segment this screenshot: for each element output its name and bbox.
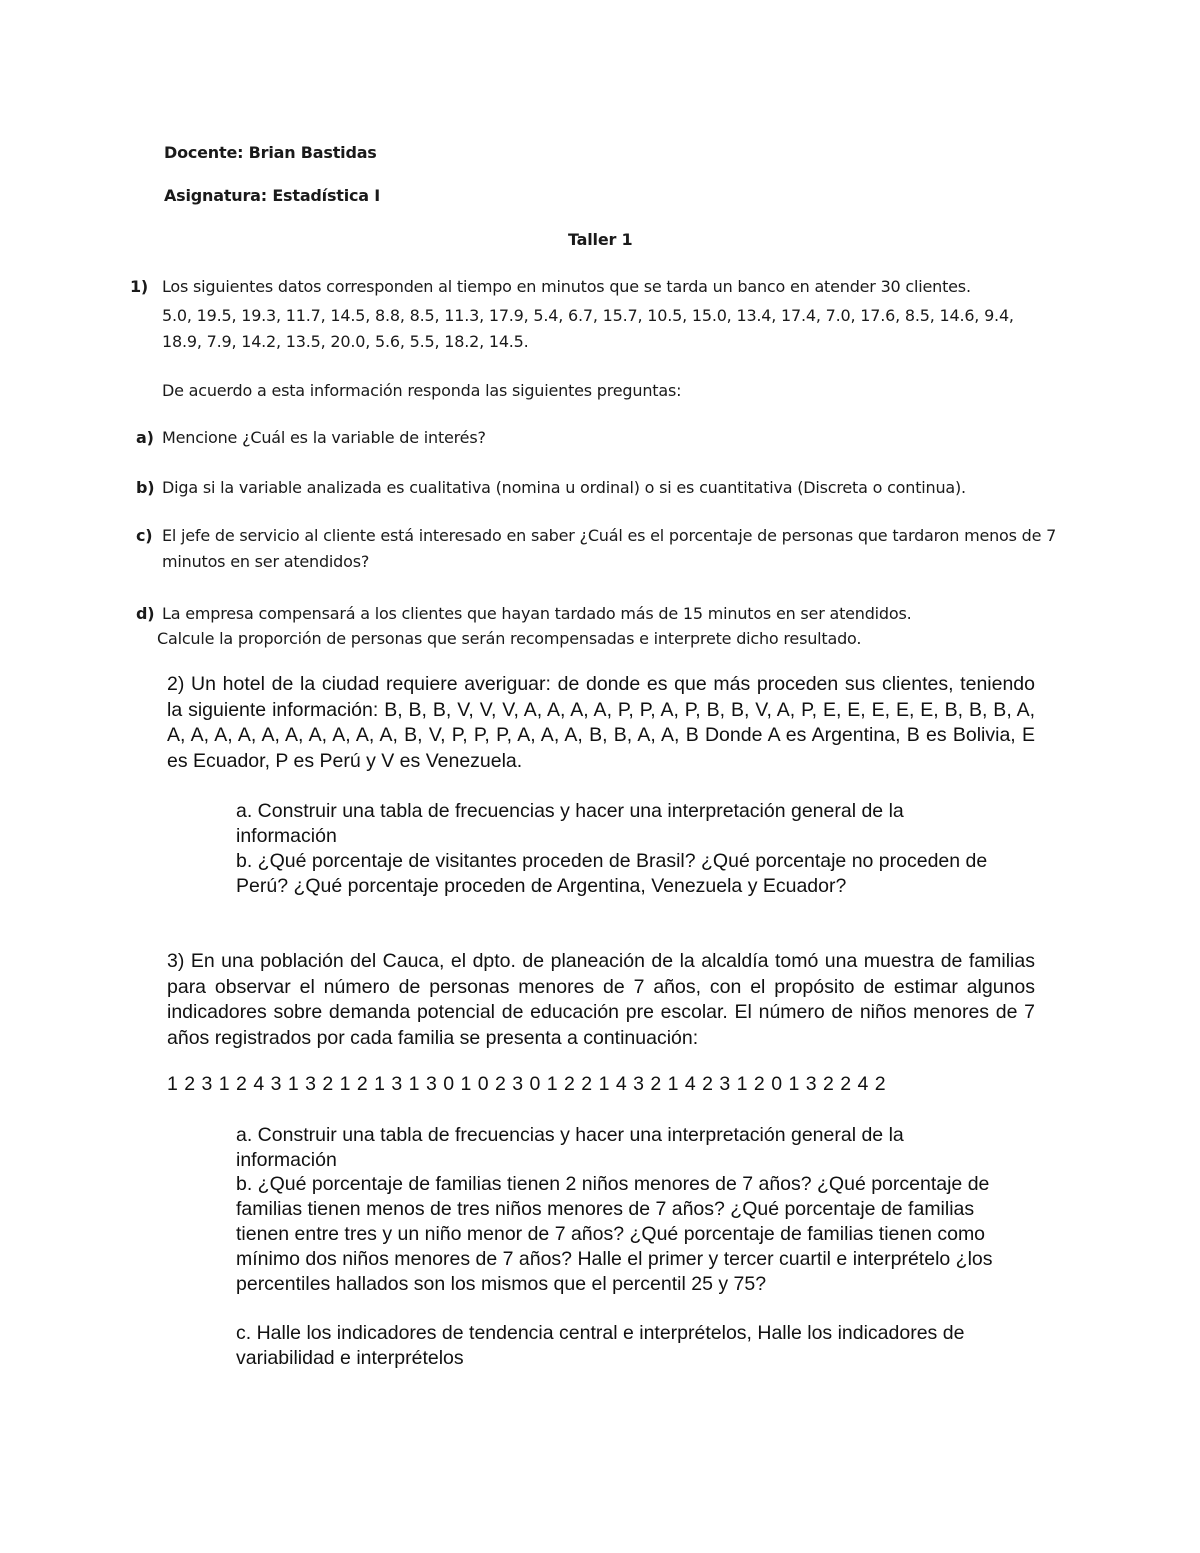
page-title: Taller 1 <box>568 230 633 249</box>
q2-text: 2) Un hotel de la ciudad requiere averiguar: de donde es que más proceden sus clientes, teniendo la siguiente información: B, B, B, V, V, V, A, A, A, A, P, P, A, P, B, B, V, A, P, E, E, E, E, E, B, B, B, A, A, A, A, A, A, A, A, A, A, A, B, V, P, P, P, A, A, A, B, B, A, A, B Donde A es Argentina, B es Bolivia, E es Ecuador, P es Perú y V es Venezuela. <box>167 673 1035 772</box>
q1-intro: Los siguientes datos corresponden al tiempo en minutos que se tarda un banco en atender 30 clientes. <box>162 277 971 296</box>
q1-item-d-text: La empresa compensará a los clientes que hayan tardado más de 15 minutos en ser atendidos. <box>162 604 912 623</box>
q1-item-a-text: Mencione ¿Cuál es la variable de interés? <box>162 428 486 447</box>
q1-prompt: De acuerdo a esta información responda las siguientes preguntas: <box>162 381 682 400</box>
q1-item-d-letter: d) <box>136 604 155 623</box>
q1-item-b-letter: b) <box>136 478 155 497</box>
q1-item-d-text2: Calcule la proporción de personas que serán recompensadas e interprete dicho resultado. <box>157 629 862 648</box>
q2-item-a: a. Construir una tabla de frecuencias y hacer una interpretación general de la información <box>236 800 904 847</box>
q3-item-c: c. Halle los indicadores de tendencia central e interprételos, Halle los indicadores de variabilidad e interprételos <box>236 1322 965 1369</box>
q2-item-b: b. ¿Qué porcentaje de visitantes proceden de Brasil? ¿Qué porcentaje no proceden de Perú? ¿Qué porcentaje proceden de Argentina, Venezuela y Ecuador? <box>236 850 988 897</box>
q1-item-a-letter: a) <box>136 428 154 447</box>
q3-text: 3) En una población del Cauca, el dpto. de planeación de la alcaldía tomó una muestra de familias para observar el número de personas menores de 7 años, con el propósito de estimar algunos indicadores sobre demanda potencial de educación pre escolar. El número de niños menores de 7 años registrados por cada familia se presenta a continuación: <box>167 950 1035 1049</box>
q3-item-a: a. Construir una tabla de frecuencias y hacer una interpretación general de la información <box>236 1124 904 1171</box>
asignatura-line: Asignatura: Estadística I <box>164 186 381 205</box>
q3-data: 1 2 3 1 2 4 3 1 3 2 1 2 1 3 1 3 0 1 0 2 3 0 1 2 2 1 4 3 2 1 4 2 3 1 2 0 1 3 2 2 4 2 <box>167 1073 887 1095</box>
q1-item-b-text: Diga si la variable analizada es cualitativa (nomina u ordinal) o si es cuantitativa (Discreta o continua). <box>162 478 966 497</box>
q1-item-c-letter: c) <box>136 526 153 545</box>
q1-item-c-text: El jefe de servicio al cliente está interesado en saber ¿Cuál es el porcentaje de personas que tardaron menos de 7 minutos en ser atendidos? <box>162 526 1057 571</box>
docente-line: Docente: Brian Bastidas <box>164 143 377 162</box>
q1-data: 5.0, 19.5, 19.3, 11.7, 14.5, 8.8, 8.5, 11.3, 17.9, 5.4, 6.7, 15.7, 10.5, 15.0, 13.4, 17.4, 7.0, 17.6, 8.5, 14.6, 9.4, 18.9, 7.9, 14.2, 13.5, 20.0, 5.6, 5.5, 18.2, 14.5. <box>162 306 1014 351</box>
q1-number: 1) <box>130 277 149 296</box>
q3-item-b: b. ¿Qué porcentaje de familias tienen 2 niños menores de 7 años? ¿Qué porcentaje de familias tienen menos de tres niños menores de 7 años? ¿Qué porcentaje de familias tienen entre tres y un niño menor de 7 años? ¿Qué porcentaje de familias tienen como mínimo dos niños menores de 7 años? Halle el primer y tercer cuartil e interprételo ¿los percentiles hallados son los mismos que el percentil 25 y 75? <box>236 1173 993 1295</box>
